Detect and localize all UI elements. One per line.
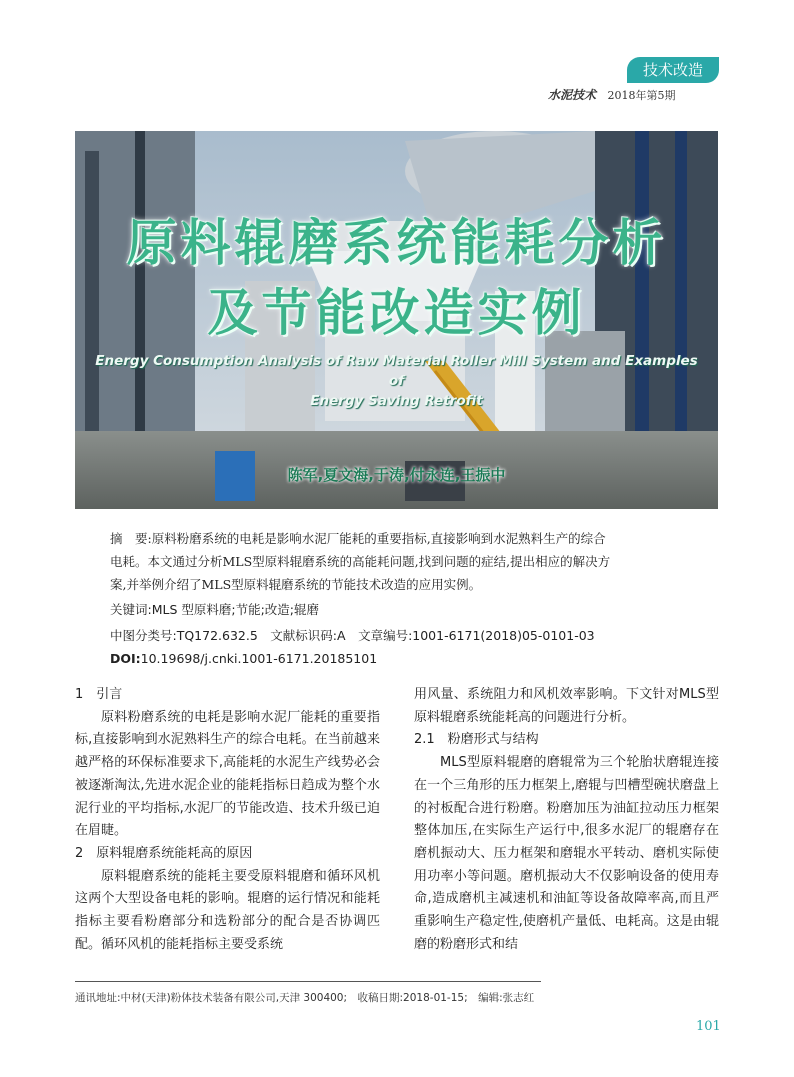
section-heading: 1 引言 bbox=[75, 687, 123, 702]
doi-label: DOI: bbox=[110, 651, 141, 666]
section-heading: 2 原料辊磨系统能耗高的原因 bbox=[75, 845, 253, 861]
doi-value: 10.19698/j.cnki.1001-6171.20185101 bbox=[140, 651, 378, 666]
classification-info: 中图分类号:TQ172.632.5 文献标识码:A 文章编号:1001-6171(2018)05-0101-03 bbox=[110, 628, 595, 643]
title-english bbox=[95, 351, 698, 411]
left-column bbox=[75, 684, 380, 956]
right-column bbox=[414, 684, 719, 956]
abstract-line: 摘 要:原料粉磨系统的电耗是影响水泥厂能耗的重要指标,直接影响到水泥熟料生产的综合 bbox=[110, 531, 606, 546]
journal-header bbox=[548, 86, 676, 103]
doi bbox=[110, 651, 377, 666]
authors: 陈军,夏文海,于涛,付永连,王振中 bbox=[287, 466, 506, 484]
paragraph: 原料粉磨系统的电耗是影响水泥厂能耗的重要指标,直接影响到水泥熟料生产的综合电耗。在当前越来越严格的环保标准要求下,高能耗的水泥生产线势必会被逐渐淘汰,先进水泥企业的能耗指标日趋成为整个水泥行业的平均指标,水泥厂的节能改造、技术升级已迫在眉睫。 bbox=[75, 709, 380, 839]
title-english-line2: Energy Saving Retrofit bbox=[310, 393, 483, 409]
footnote-divider bbox=[75, 981, 541, 982]
title-english-line1: Energy Consumption Analysis of Raw Material Roller Mill System and Examples of bbox=[95, 353, 698, 389]
journal-issue: 2018年第5期 bbox=[607, 89, 676, 102]
page-number: 101 bbox=[696, 1019, 721, 1034]
abstract-line: 电耗。本文通过分析MLS型原料辊磨系统的高能耗问题,找到问题的症结,提出相应的解决方 bbox=[110, 554, 611, 569]
abstract bbox=[110, 527, 698, 596]
title-chinese-line2: 及节能改造实例 bbox=[207, 284, 586, 342]
footnote: 通讯地址:中材(天津)粉体技术装备有限公司,天津 300400; 收稿日期:2018-01-15; 编辑:张志红 bbox=[75, 992, 535, 1004]
paragraph: 用风量、系统阻力和风机效率影响。下文针对MLS型原料辊磨系统能耗高的问题进行分析。 bbox=[414, 687, 719, 725]
title-chinese-line1: 原料辊磨系统能耗分析 bbox=[126, 214, 667, 272]
section-badge: 技术改造 bbox=[627, 57, 719, 83]
journal-name: 水泥技术 bbox=[548, 88, 597, 102]
paragraph: 原料辊磨系统的能耗主要受原料辊磨和循环风机这两个大型设备电耗的影响。辊磨的运行情况和能耗指标主要看粉磨部分和选粉部分的配合是否协调匹配。循环风机的能耗指标主要受系统 bbox=[75, 868, 380, 952]
abstract-line: 案,并举例介绍了MLS型原料辊磨系统的节能技术改造的应用实例。 bbox=[110, 577, 482, 592]
section-heading: 2.1 粉磨形式与结构 bbox=[414, 732, 539, 748]
paragraph: MLS型原料辊磨的磨辊常为三个轮胎状磨辊连接在一个三角形的压力框架上,磨辊与凹槽型碗状磨盘上的衬板配合进行粉磨。粉磨加压为油缸拉动压力框架整体加压,在实际生产运行中,很多水泥厂的辊磨存在磨机振动大、压力框架和磨辊水平转动、磨机实际使用功率小等问题。磨机振动大不仅影响设备的使用寿命,造成磨机主减速机和油缸等设备故障率高,而且严重影响生产稳定性,使磨机产量低、电耗高。这是由辊磨的粉磨形式和结 bbox=[414, 755, 719, 952]
hero-image bbox=[75, 131, 718, 509]
keywords: 关键词:MLS 型原料磨;节能;改造;辊磨 bbox=[110, 602, 320, 617]
